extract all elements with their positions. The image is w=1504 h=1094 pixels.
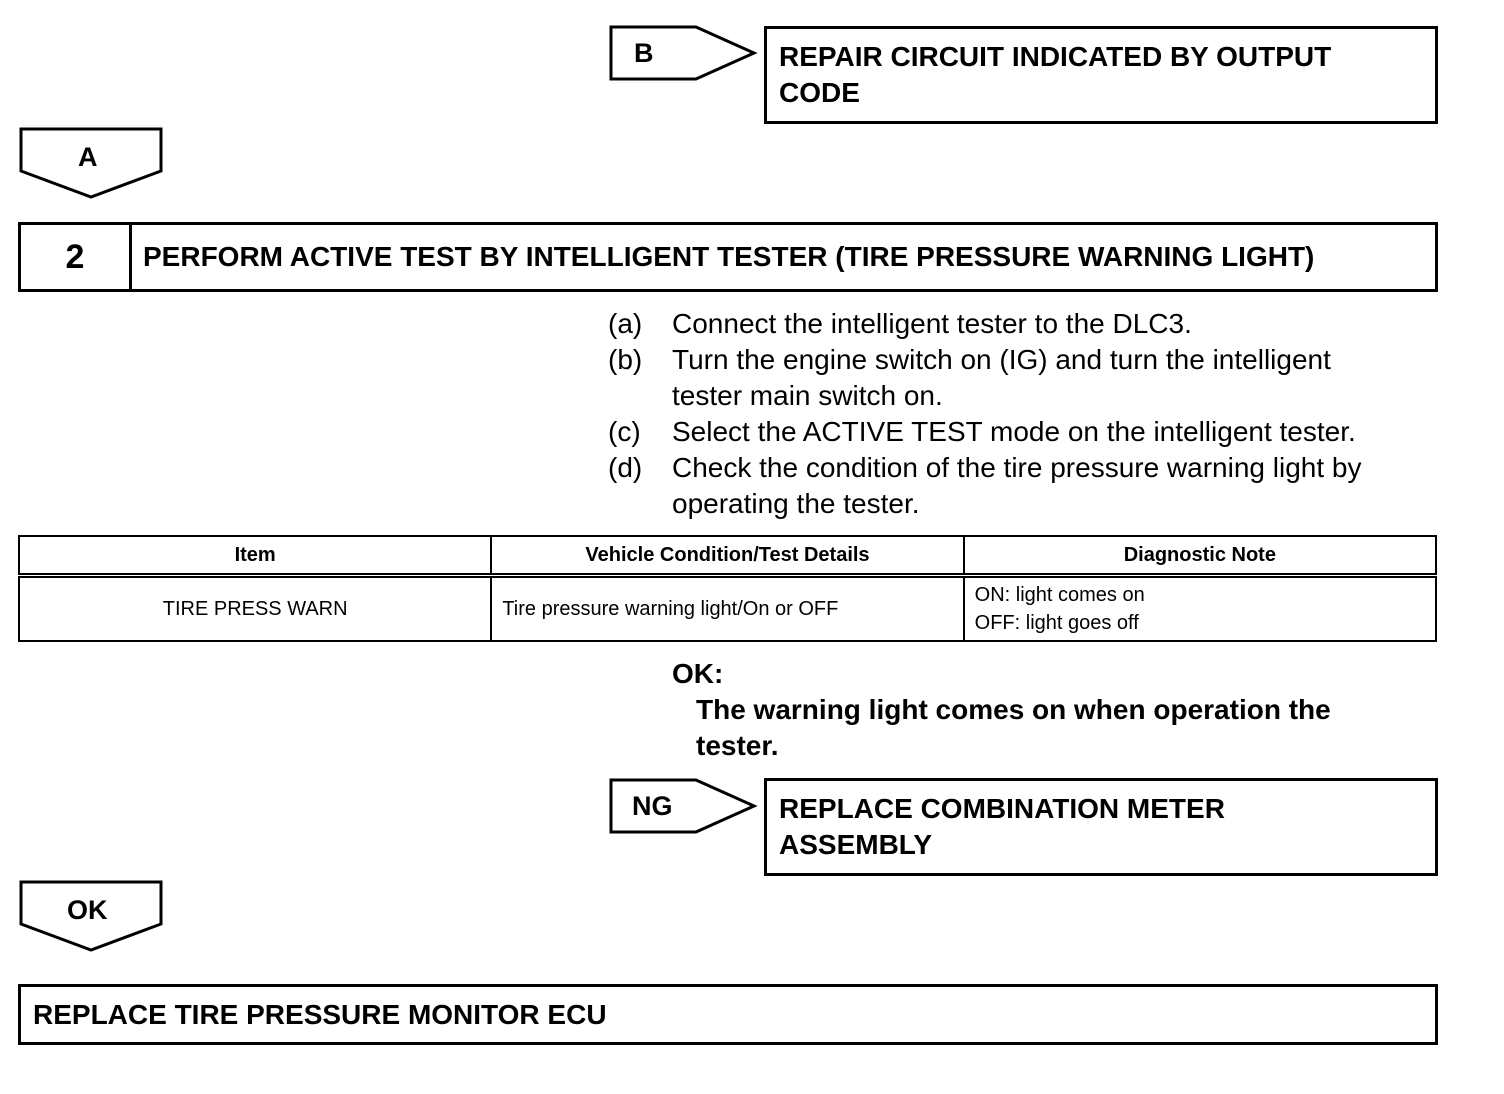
branch-ng-arrow [608, 777, 760, 837]
repair-circuit-line2: CODE [779, 77, 860, 108]
table-header-row [19, 536, 1436, 576]
table-row [19, 576, 1436, 642]
instruction-text: Connect the intelligent tester to the DLC3. [672, 308, 1192, 339]
branch-ng-label: NG [632, 791, 673, 821]
instruction-letter: (c) [608, 416, 641, 447]
instruction-item [608, 450, 1448, 522]
ok-criteria-label: OK: [672, 658, 724, 689]
column-header-item: Item [19, 536, 491, 576]
instruction-letter: (b) [608, 344, 643, 375]
instruction-text: Turn the engine switch on (IG) and turn the intelligent [672, 344, 1331, 375]
instruction-text: operating the tester. [672, 488, 920, 519]
instruction-text: tester main switch on. [672, 380, 943, 411]
ok-criteria [672, 656, 1331, 764]
cell-item: TIRE PRESS WARN [19, 576, 491, 642]
replace-meter-box [764, 778, 1438, 876]
instruction-item [608, 342, 1448, 414]
instruction-text: Check the condition of the tire pressure warning light by [672, 452, 1362, 483]
instruction-text: Select the ACTIVE TEST mode on the intelligent tester. [672, 416, 1356, 447]
column-header-condition: Vehicle Condition/Test Details [491, 536, 963, 576]
instruction-letter: (d) [608, 452, 643, 483]
replace-meter-line1: REPLACE COMBINATION METER [779, 793, 1225, 824]
step-title: PERFORM ACTIVE TEST BY INTELLIGENT TESTER (TIRE PRESSURE WARNING LIGHT) [143, 241, 1315, 272]
down-arrow-a [18, 126, 164, 200]
replace-meter-line2: ASSEMBLY [779, 829, 933, 860]
down-arrow-ok-label: OK [67, 895, 108, 925]
ok-criteria-line: tester. [696, 730, 779, 761]
note-line: ON: light comes on [974, 584, 1145, 606]
column-header-note: Diagnostic Note [964, 536, 1436, 576]
branch-b-label: B [634, 38, 654, 68]
step-header [18, 222, 1438, 292]
step-number: 2 [21, 225, 132, 289]
instruction-list [608, 306, 1448, 522]
final-action-box [18, 984, 1438, 1045]
note-line: OFF: light goes off [974, 612, 1139, 634]
final-action-text: REPLACE TIRE PRESSURE MONITOR ECU [33, 999, 607, 1030]
ok-criteria-line: The warning light comes on when operation the [696, 694, 1331, 725]
instruction-item [608, 414, 1448, 450]
repair-circuit-box [764, 26, 1438, 124]
branch-b-arrow [608, 24, 760, 84]
cell-condition: Tire pressure warning light/On or OFF [491, 576, 963, 642]
repair-circuit-line1: REPAIR CIRCUIT INDICATED BY OUTPUT [779, 41, 1332, 72]
instruction-item [608, 306, 1448, 342]
cell-note [964, 576, 1436, 642]
down-arrow-a-label: A [78, 142, 98, 172]
active-test-table [18, 535, 1437, 642]
instruction-letter: (a) [608, 308, 643, 339]
down-arrow-ok [18, 879, 164, 953]
